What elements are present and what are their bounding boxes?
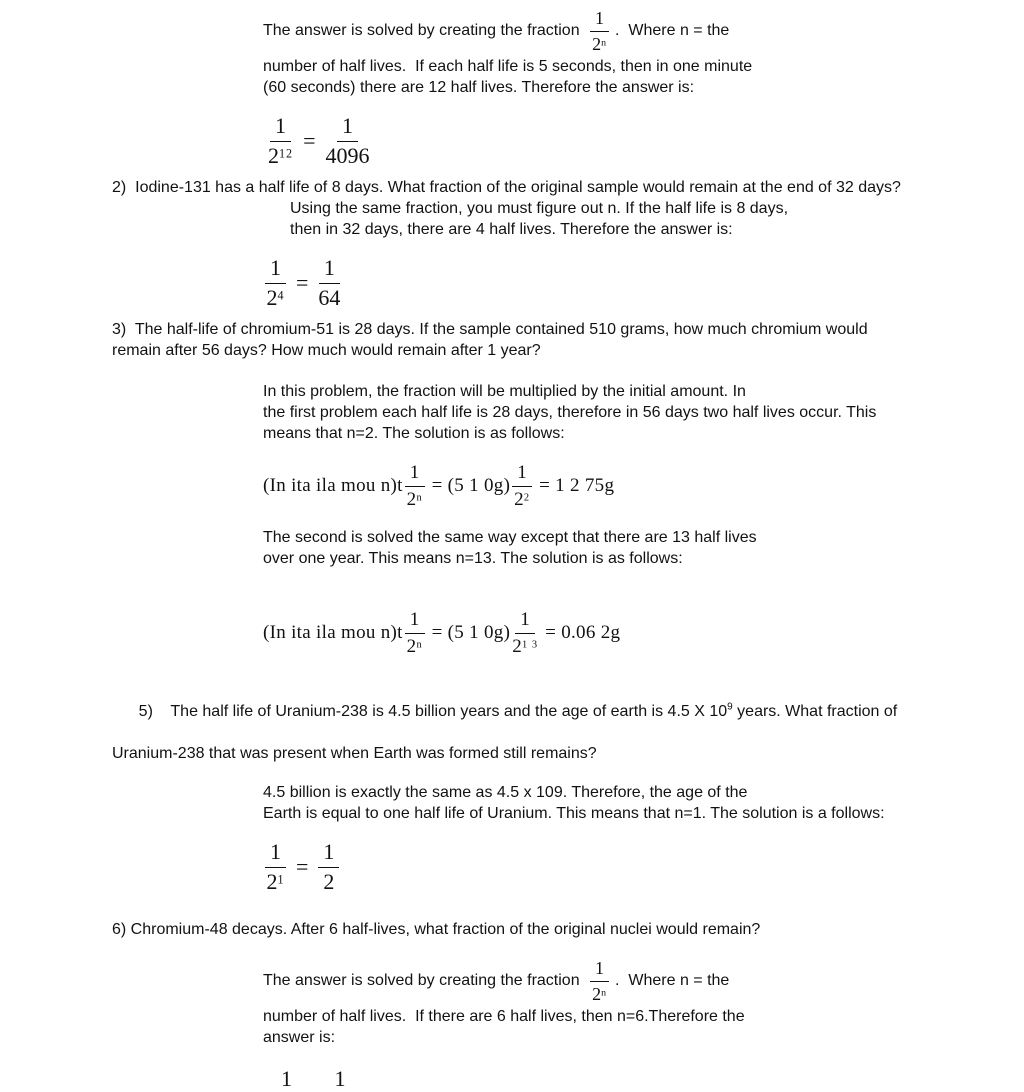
fraction-1-over-2-13: $\frac{1}{2^{1 3}}$ (512, 609, 539, 657)
q2-explanation-line-2: then in 32 days, there are 4 half lives. Therefore the answer is: (290, 221, 733, 238)
equation-2 (265, 256, 1024, 309)
q5-explanation (263, 782, 1024, 824)
fraction-1-over-2n: $\frac{1}{2^n}$ (406, 609, 423, 657)
q3-explanation-line-3: means that n=2. The solution is as follows: (263, 425, 565, 442)
question-3-line-1: 3) The half-life of chromium-51 is 28 days. If the sample contained 510 grams, how much chromium would (112, 321, 868, 338)
equation-5 (265, 840, 1024, 893)
equation-3 (263, 462, 1024, 509)
q2-explanation (290, 198, 1024, 240)
exponent-9: 9 (727, 701, 733, 713)
q6-line-1-post: . Where n = the (615, 971, 730, 989)
question-6: 6) Chromium-48 decays. After 6 half-lives, what fraction of the original nuclei would remain? (112, 921, 761, 938)
equation-3-prefix: (In ita ila mou n)t (263, 474, 403, 496)
q2-explanation-line-1: Using the same fraction, you must figure out n. If the half life is 8 days, (290, 200, 789, 217)
equation-4-result: = 0.06 2g (540, 621, 621, 643)
fraction-1-over-2n: $\frac{1}{2^n}$ (406, 462, 423, 510)
q3-explanation-line-1: In this problem, the fraction will be multiplied by the initial amount. In (263, 383, 746, 400)
fraction-1-over-2-4: $\frac{1}{2^4}$ (266, 255, 285, 310)
q3-second-line-1: The second is solved the same way except that there are 13 half lives (263, 529, 757, 546)
question-5-line-2: Uranium-238 that was present when Earth was formed still remains? (112, 745, 597, 762)
question-5 (0, 680, 1024, 764)
q6-line-3: answer is: (263, 1029, 336, 1046)
q5-explanation-line-1: 4.5 billion is exactly the same as 4.5 x 109. Therefore, the age of the (263, 784, 748, 801)
fraction-1-over-4096: $\frac{1}{4096}$ (325, 113, 370, 168)
q6-line-2: number of half lives. If there are 6 half lives, then n=6.Therefore the (263, 1008, 745, 1025)
q3-second-line-2: over one year. This means n=13. The solution is as follows: (263, 550, 683, 567)
partial-numerator-left: 1 (281, 1066, 292, 1091)
intro-line-1-pre: The answer is solved by creating the fraction (263, 21, 585, 39)
equation-3-middle: = (5 1 0g) (426, 474, 511, 496)
question-5-line-1: 5) The half life of Uranium-238 is 4.5 billion years and the age of earth is 4.5 X $10^9$ years. What fraction of (138, 701, 898, 720)
q3-explanation-line-2: the first problem each half life is 28 days, therefore in 56 days two half lives occur. This (263, 404, 877, 421)
question-2: 2) Iodine-131 has a half life of 8 days. What fraction of the original sample would remain at the end of 32 days? (112, 179, 901, 196)
equation-4-middle: = (5 1 0g) (426, 621, 511, 643)
equation-1 (268, 114, 1024, 167)
intro-line-1-post: . Where n = the (615, 21, 730, 39)
inline-fraction-1-over-2n: $\frac{1}{2^n}$ (590, 958, 609, 1003)
equation-3-result: = 1 2 75g (534, 474, 615, 496)
question-3 (0, 319, 1024, 361)
fraction-1-over-2-2: $\frac{1}{2^2}$ (514, 462, 531, 510)
q5-explanation-line-2: Earth is equal to one half life of Uranium. This means that n=1. The solution is a follows: (263, 805, 885, 822)
q6-line-1-pre: The answer is solved by creating the fraction (263, 971, 585, 989)
q3-explanation (263, 381, 1024, 444)
q6-explanation (263, 954, 1024, 1048)
equals-sign: = (296, 269, 309, 295)
equals-sign: = (296, 853, 309, 879)
intro-line-2: number of half lives. If each half life is 5 seconds, then in one minute (263, 58, 753, 75)
intro-line-3: (60 seconds) there are 12 half lives. Therefore the answer is: (263, 79, 695, 96)
equals-sign: = (303, 127, 316, 153)
intro-line-1 (263, 4, 1024, 56)
intro-explanation (263, 4, 1024, 98)
q3-second-explanation (263, 527, 1024, 569)
equation-6-partial (281, 1066, 1024, 1092)
equation-4-prefix: (In ita ila mou n)t (263, 621, 403, 643)
fraction-1-over-2-1: $\frac{1}{2^1}$ (266, 839, 285, 894)
fraction-1-over-2: $\frac{1}{2}$ (318, 840, 339, 893)
fraction-1-over-2-12: $\frac{1}{2^{12}}$ (268, 113, 294, 168)
equation-4 (263, 609, 1024, 656)
q6-line-1 (263, 954, 1024, 1006)
question-3-line-2: remain after 56 days? How much would remain after 1 year? (112, 342, 541, 359)
partial-numerator-right: 1 (334, 1066, 346, 1091)
fraction-1-over-64: $\frac{1}{64}$ (318, 255, 341, 310)
inline-fraction-1-over-2n: $\frac{1}{2^n}$ (590, 8, 609, 53)
